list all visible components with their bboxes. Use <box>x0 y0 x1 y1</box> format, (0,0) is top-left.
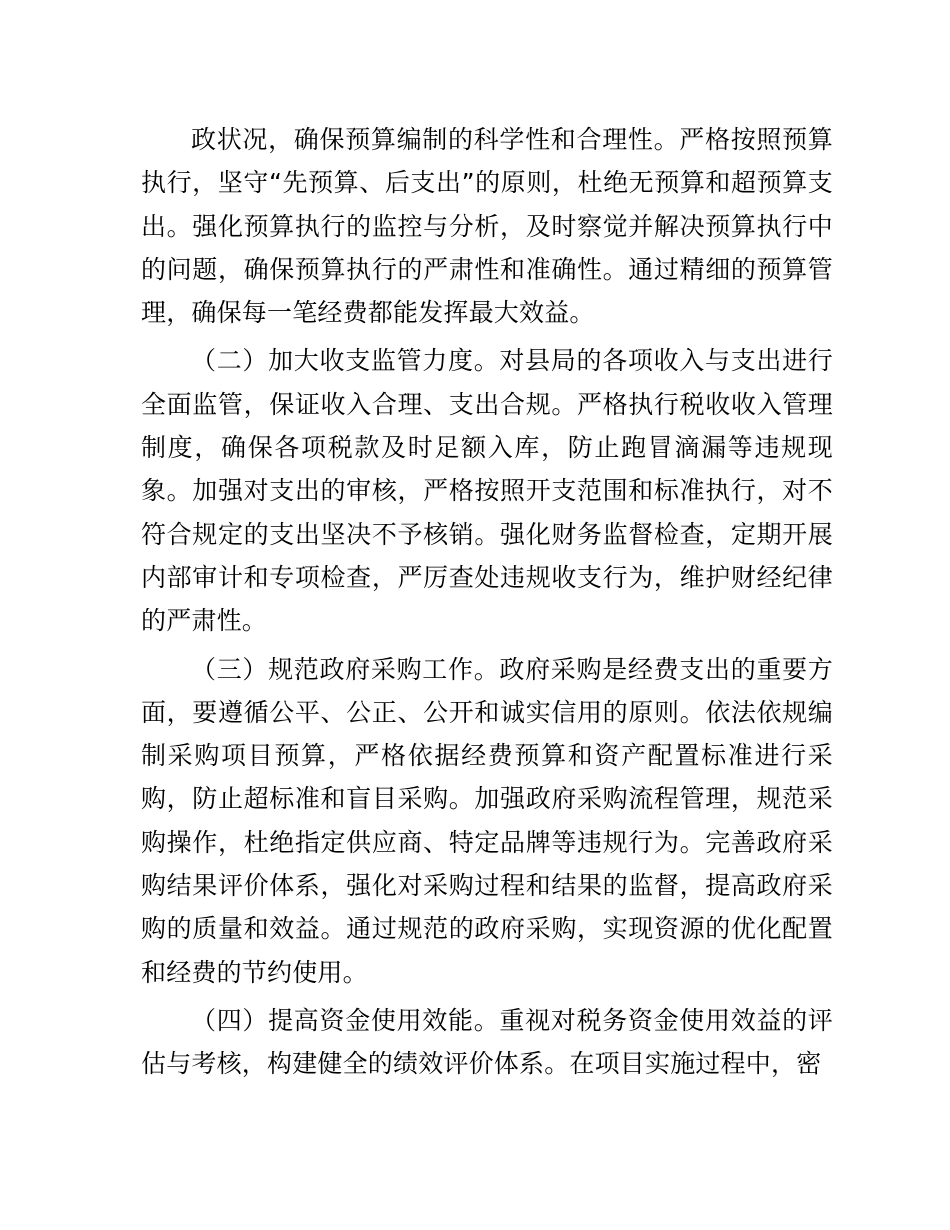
document-body <box>141 118 833 1086</box>
paragraph-budget-execution: 政状况，确保预算编制的科学性和合理性。严格按照预算执行，坚守“先预算、后支出”的原则，杜绝无预算和超预算支出。强化预算执行的监控与分析，及时察觉并解决预算执行中的问题，确保预算执行的严肃性和准确性。通过精细的预算管理，确保每一笔经费都能发挥最大效益。 <box>141 125 833 328</box>
paragraph-income-expense-supervision: （二）加大收支监管力度。对县局的各项收入与支出进行全面监管，保证收入合理、支出合规。严格执行税收收入管理制度，确保各项税款及时足额入库，防止跑冒滴漏等违规现象。加强对支出的审核，严格按照开支范围和标准执行，对不符合规定的支出坚决不予核销。强化财务监督检查，定期开展内部审计和专项检查，严厉查处违规收支行为，维护财经纪律的严肃性。 <box>141 346 833 636</box>
paragraph-government-procurement: （三）规范政府采购工作。政府采购是经费支出的重要方面，要遵循公平、公正、公开和诚实信用的原则。依法依规编制采购项目预算，严格依据经费预算和资产配置标准进行采购，防止超标准和盲目采购。加强政府采购流程管理，规范采购操作，杜绝指定供应商、特定品牌等违规行为。完善政府采购结果评价体系，强化对采购过程和结果的监督，提高政府采购的质量和效益。通过规范的政府采购，实现资源的优化配置和经费的节约使用。 <box>141 654 833 987</box>
paragraph-fund-efficiency: （四）提高资金使用效能。重视对税务资金使用效益的评估与考核，构建健全的绩效评价体系。在项目实施过程中，密 <box>141 1005 833 1079</box>
